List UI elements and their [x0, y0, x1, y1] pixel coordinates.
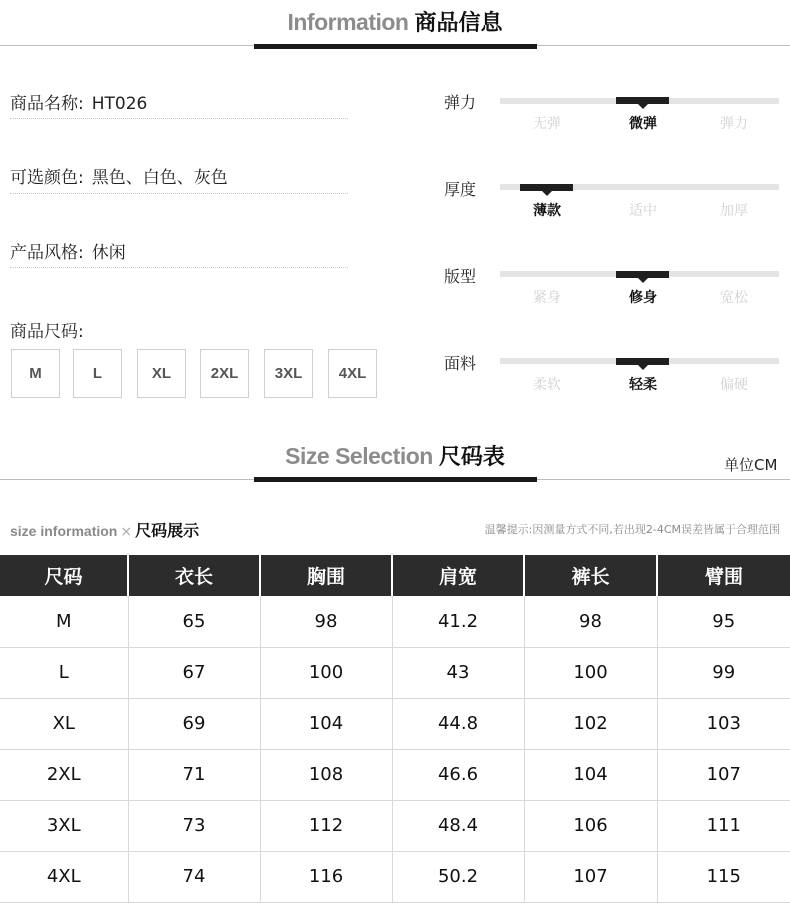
size-info-subtitle — [10, 518, 199, 541]
table-cell: 99 — [657, 647, 790, 698]
table-cell: 43 — [392, 647, 524, 698]
attr-fit-option: 紧身 — [533, 290, 561, 306]
table-row — [0, 800, 790, 851]
size-info-subtitle-cn: 尺码展示 — [135, 521, 200, 540]
product-style-label: 产品风格: — [10, 243, 84, 263]
attr-thickness-marker — [520, 184, 573, 191]
information-title-cn: 商品信息 — [414, 11, 503, 36]
table-cell: 69 — [128, 698, 260, 749]
size-option-xl[interactable]: XL — [137, 349, 186, 398]
size-option-m[interactable]: M — [11, 349, 60, 398]
product-style-value: 休闲 — [91, 243, 126, 263]
divider — [10, 193, 348, 194]
table-cell: 116 — [260, 851, 392, 902]
table-cell: XL — [0, 698, 128, 749]
table-cell: 100 — [524, 647, 657, 698]
table-cell: L — [0, 647, 128, 698]
size-option-4xl[interactable]: 4XL — [328, 349, 377, 398]
table-cell: 108 — [260, 749, 392, 800]
table-cell: 106 — [524, 800, 657, 851]
attr-fabric-marker — [616, 358, 669, 365]
table-cell: 73 — [128, 800, 260, 851]
close-icon: × — [120, 524, 133, 540]
table-cell: 2XL — [0, 749, 128, 800]
table-cell: 67 — [128, 647, 260, 698]
column-header: 尺码 — [0, 555, 128, 596]
table-cell: 41.2 — [392, 596, 524, 647]
information-underline — [254, 44, 537, 49]
attr-elasticity-option: 无弹 — [533, 116, 561, 132]
table-cell: 111 — [657, 800, 790, 851]
table-cell: 95 — [657, 596, 790, 647]
table-cell: 104 — [524, 749, 657, 800]
table-header-row — [0, 555, 790, 596]
attr-fabric-option: 偏硬 — [720, 377, 748, 393]
table-cell: 98 — [524, 596, 657, 647]
divider — [10, 267, 348, 268]
size-info-subtitle-en: size information — [10, 523, 118, 539]
product-color-row — [10, 163, 228, 188]
size-option-3xl[interactable]: 3XL — [264, 349, 313, 398]
size-option-l[interactable]: L — [73, 349, 122, 398]
product-size-row — [10, 317, 84, 342]
attr-fit-option: 宽松 — [720, 290, 748, 306]
attr-elasticity-option-selected: 微弹 — [629, 116, 657, 132]
attr-thickness-option-selected: 薄款 — [533, 203, 561, 219]
size-table — [0, 555, 790, 903]
table-cell: 103 — [657, 698, 790, 749]
information-title-en: Information — [287, 9, 409, 35]
table-cell: 107 — [657, 749, 790, 800]
table-cell: 112 — [260, 800, 392, 851]
size-selection-title — [0, 440, 790, 471]
size-selection-title-en: Size Selection — [285, 443, 433, 469]
attr-fit-label: 版型 — [444, 267, 477, 286]
product-style-row — [10, 238, 126, 263]
attr-thickness-label: 厚度 — [444, 180, 477, 199]
table-cell: 104 — [260, 698, 392, 749]
attr-fabric-option-selected: 轻柔 — [629, 377, 657, 393]
attr-elasticity-option: 弹力 — [720, 116, 748, 132]
size-selection-underline — [254, 477, 537, 482]
unit-label: 单位CM — [724, 456, 778, 474]
attr-fabric-label: 面料 — [444, 354, 477, 373]
table-row — [0, 851, 790, 902]
attr-fit-marker — [616, 271, 669, 278]
size-selection-title-cn: 尺码表 — [438, 445, 505, 470]
measurement-notice: 温馨提示:因测量方式不同,若出现2-4CM误差皆属于合理范围 — [484, 523, 780, 536]
table-cell: 102 — [524, 698, 657, 749]
attr-fabric-option: 柔软 — [533, 377, 561, 393]
product-name-value: HT026 — [91, 94, 148, 114]
attr-elasticity-marker — [616, 97, 669, 104]
product-color-label: 可选颜色: — [10, 168, 84, 188]
table-cell: 3XL — [0, 800, 128, 851]
table-cell: 71 — [128, 749, 260, 800]
table-cell: 48.4 — [392, 800, 524, 851]
table-cell: 115 — [657, 851, 790, 902]
table-cell: 74 — [128, 851, 260, 902]
table-cell: M — [0, 596, 128, 647]
table-cell: 98 — [260, 596, 392, 647]
product-color-value: 黑色、白色、灰色 — [91, 168, 228, 188]
product-name-row — [10, 89, 147, 114]
column-header: 肩宽 — [392, 555, 524, 596]
column-header: 裤长 — [524, 555, 657, 596]
table-cell: 4XL — [0, 851, 128, 902]
table-row — [0, 698, 790, 749]
column-header: 衣长 — [128, 555, 260, 596]
divider — [10, 118, 348, 119]
table-cell: 107 — [524, 851, 657, 902]
product-size-label: 商品尺码: — [10, 322, 84, 342]
table-cell: 44.8 — [392, 698, 524, 749]
table-cell: 65 — [128, 596, 260, 647]
table-cell: 50.2 — [392, 851, 524, 902]
information-title — [0, 6, 790, 37]
attr-fit-option-selected: 修身 — [629, 290, 657, 306]
attr-elasticity-label: 弹力 — [444, 93, 477, 112]
product-name-label: 商品名称: — [10, 94, 84, 114]
attr-thickness-option: 加厚 — [720, 203, 748, 219]
table-cell: 46.6 — [392, 749, 524, 800]
table-cell: 100 — [260, 647, 392, 698]
table-row — [0, 596, 790, 647]
table-row — [0, 647, 790, 698]
column-header: 臂围 — [657, 555, 790, 596]
column-header: 胸围 — [260, 555, 392, 596]
size-option-2xl[interactable]: 2XL — [200, 349, 249, 398]
attr-thickness-option: 适中 — [629, 203, 657, 219]
table-row — [0, 749, 790, 800]
